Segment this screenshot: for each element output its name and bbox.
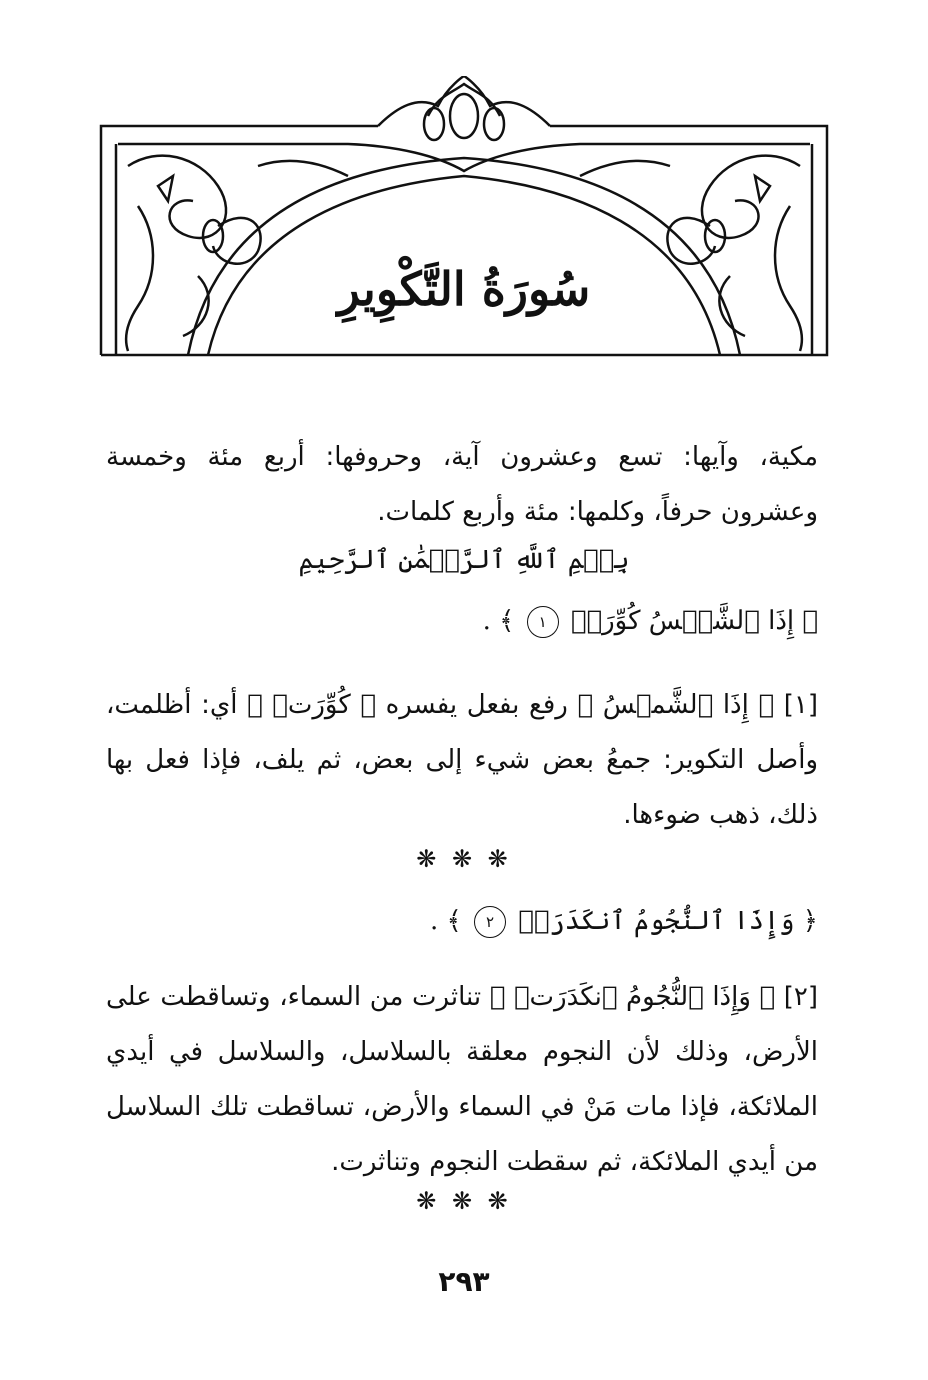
basmala: بِسۡمِ ٱللَّهِ ٱلرَّحۡمَٰنِ ٱلرَّحِيمِ <box>298 545 630 575</box>
commentary-1: [١] ﴿ إِذَا ٱلشَّمۡسُ ﴾ رفع بفعل يفسره ﴿ كُوِّرَتۡ ﴾ أي: أظلمت، وأصل التكوير: جمعُ بعض شيء إلى بعض، ثم يلف، فإذا فعل بها ذلك، ذهب ضوءها. <box>106 690 818 830</box>
verse-text: ﴿ وَإِذَا ٱلنُّجُومُ ٱنكَدَرَتۡ <box>518 906 818 936</box>
verse-close: ﴾ . <box>429 906 462 936</box>
page-number: ٢٩٣ <box>438 1265 490 1298</box>
surah-intro: مكية، وآيها: تسع وعشرون آية، وحروفها: أربع مئة وخمسة وعشرون حرفاً، وكلمها: مئة وأربع كلمات. <box>106 442 818 527</box>
verse-2 <box>430 906 818 938</box>
surah-title: سُورَةُ التَّكْوِيرِ <box>337 262 591 316</box>
section-separator: ❋ ❋ ❋ <box>416 1187 512 1215</box>
ayah-number-marker: ١ <box>527 606 559 638</box>
ayah-number-marker: ٢ <box>474 906 506 938</box>
commentary-2: [٢] ﴿ وَإِذَا ٱلنُّجُومُ ٱنكَدَرَتۡ ﴾ تناثرت من السماء، وتساقطت على الأرض، وذلك لأن النجوم معلقة بالسلاسل، والسلاسل في أيدي الملائكة، فإذا مات مَنْ في السماء والأرض، تساقطت تلك السلاسل من أيدي الملائكة، ثم سقطت النجوم وتناثرت. <box>106 982 818 1177</box>
verse-close: ﴾ . <box>482 606 515 636</box>
section-separator: ❋ ❋ ❋ <box>416 845 512 873</box>
verse-1 <box>483 606 818 638</box>
verse-text: ﴿ إِذَا ٱلشَّمۡسُ كُوِّرَتۡ <box>570 606 818 636</box>
